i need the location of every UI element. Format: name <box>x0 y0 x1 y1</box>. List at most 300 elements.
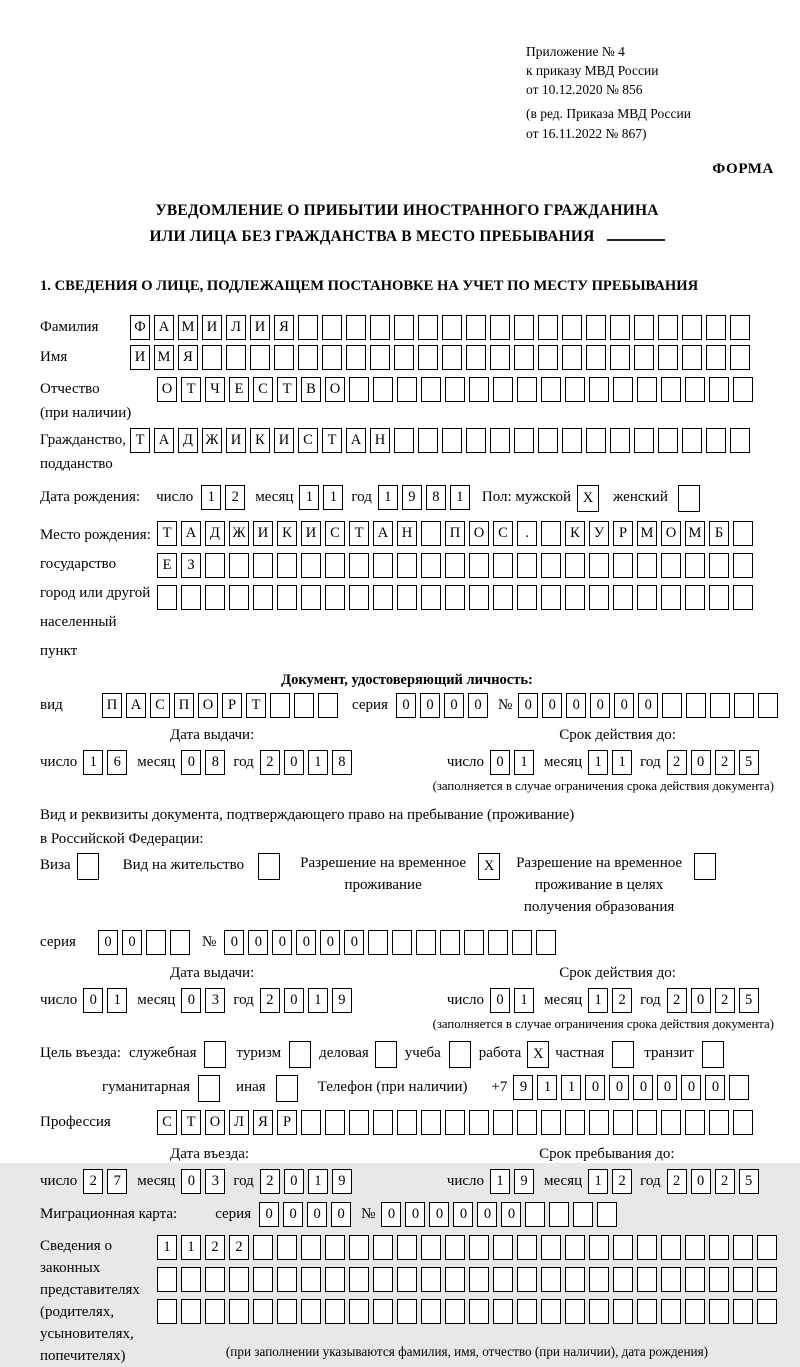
char-cell: 2 <box>225 485 245 510</box>
char-cell <box>637 1299 657 1324</box>
permit-series-cells <box>98 930 190 955</box>
char-cell: 9 <box>513 1075 533 1100</box>
char-cell: 0 <box>614 693 634 718</box>
char-cell: У <box>589 521 609 546</box>
char-cell <box>493 1299 513 1324</box>
char-cell <box>541 553 561 578</box>
stay-day-cells <box>490 1169 534 1194</box>
char-cell <box>658 315 678 340</box>
char-cell: 1 <box>157 1235 177 1260</box>
char-cell: 0 <box>284 988 304 1013</box>
char-cell: 1 <box>308 1169 328 1194</box>
char-cell: 0 <box>420 693 440 718</box>
char-cell <box>613 1235 633 1260</box>
char-cell <box>469 1267 489 1292</box>
purpose-humanitarian-checkbox <box>198 1075 220 1102</box>
doc-kind-cells <box>102 693 338 718</box>
char-cell <box>466 345 486 370</box>
temp-permit-label-line2: проживание <box>344 876 422 893</box>
char-cell: 1 <box>490 1169 510 1194</box>
char-cell <box>325 585 345 610</box>
patronymic-row <box>40 377 774 425</box>
char-cell: 0 <box>259 1202 279 1227</box>
doc-valid-heading: Срок действия до: <box>559 727 676 744</box>
char-cell: Д <box>178 428 198 453</box>
char-cell <box>469 377 489 402</box>
char-cell <box>253 1299 273 1324</box>
char-cell <box>706 345 726 370</box>
char-cell: 0 <box>396 693 416 718</box>
char-cell: Е <box>229 377 249 402</box>
char-cell <box>586 345 606 370</box>
char-cell: 1 <box>588 750 608 775</box>
char-cell <box>493 377 513 402</box>
char-cell <box>565 553 585 578</box>
char-cell: 0 <box>681 1075 701 1100</box>
char-cell <box>370 315 390 340</box>
purpose-private-checkbox <box>612 1041 634 1068</box>
char-cell: О <box>469 521 489 546</box>
char-cell: 1 <box>299 485 319 510</box>
char-cell <box>565 377 585 402</box>
doc-dates-row <box>40 750 774 775</box>
char-cell <box>514 345 534 370</box>
char-cell <box>562 428 582 453</box>
title-line-1: УВЕДОМЛЕНИЕ О ПРИБЫТИИ ИНОСТРАННОГО ГРАЖДАНИНА <box>155 201 659 219</box>
char-cell <box>253 553 273 578</box>
char-cell <box>301 1299 321 1324</box>
char-cell <box>541 585 561 610</box>
char-cell: 1 <box>588 988 608 1013</box>
purpose-official-label: служебная <box>128 1044 197 1061</box>
birthplace-label <box>40 521 157 666</box>
permit-intro <box>40 803 774 851</box>
char-cell <box>709 1267 729 1292</box>
char-cell: Т <box>246 693 266 718</box>
char-cell <box>445 1235 465 1260</box>
char-cell: 0 <box>344 930 364 955</box>
char-cell <box>709 1299 729 1324</box>
char-cell <box>181 1299 201 1324</box>
char-cell: 2 <box>715 750 735 775</box>
char-cell <box>464 930 484 955</box>
char-cell: З <box>181 553 201 578</box>
char-cell <box>541 521 561 546</box>
char-cell <box>565 585 585 610</box>
entry-dates-row <box>40 1169 774 1194</box>
representatives-cell-rows <box>157 1235 777 1360</box>
char-cell <box>416 930 436 955</box>
temp-permit-checkbox: X <box>478 853 500 880</box>
char-cell: 1 <box>83 750 103 775</box>
char-cell: 8 <box>426 485 446 510</box>
char-cell <box>730 315 750 340</box>
char-cell: 6 <box>107 750 127 775</box>
char-cell <box>146 930 166 955</box>
char-cell <box>613 1267 633 1292</box>
char-cell: 0 <box>320 930 340 955</box>
char-cell <box>493 1267 513 1292</box>
char-cell <box>634 345 654 370</box>
char-cell <box>661 1299 681 1324</box>
char-cell <box>685 377 705 402</box>
char-cell <box>729 1075 749 1100</box>
char-cell <box>442 345 462 370</box>
char-cell: М <box>637 521 657 546</box>
purpose-other-label: иная <box>236 1078 266 1095</box>
doc-kind-label: вид <box>40 697 63 714</box>
char-cell: 3 <box>205 988 225 1013</box>
char-cell: Н <box>397 521 417 546</box>
char-cell <box>709 1110 729 1135</box>
char-cell: А <box>154 428 174 453</box>
char-cell <box>514 428 534 453</box>
birth-month-cells <box>299 485 343 510</box>
representatives-label-line2: законных <box>40 1259 101 1276</box>
char-cell <box>421 521 441 546</box>
char-cell: 5 <box>739 1169 759 1194</box>
char-cell: 0 <box>181 1169 201 1194</box>
char-cell <box>709 1235 729 1260</box>
representatives-label-line3: представителях <box>40 1281 140 1298</box>
char-cell: С <box>253 377 273 402</box>
char-cell: 2 <box>715 988 735 1013</box>
char-cell <box>709 585 729 610</box>
mig-number-cells <box>381 1202 617 1227</box>
char-cell <box>368 930 388 955</box>
char-cell: 0 <box>248 930 268 955</box>
birthplace-cells-row1 <box>157 521 753 546</box>
char-cell: П <box>102 693 122 718</box>
char-cell: 1 <box>561 1075 581 1100</box>
char-cell <box>573 1202 593 1227</box>
visa-checkbox <box>77 853 99 880</box>
permit-valid-heading: Срок действия до: <box>559 965 676 982</box>
char-cell <box>685 585 705 610</box>
purpose-tourism-label: туризм <box>236 1044 282 1061</box>
char-cell: 0 <box>453 1202 473 1227</box>
char-cell <box>493 1235 513 1260</box>
surname-label: Фамилия <box>40 319 99 336</box>
char-cell <box>541 1299 561 1324</box>
char-cell <box>661 1110 681 1135</box>
char-cell: 8 <box>332 750 352 775</box>
char-cell: 0 <box>284 750 304 775</box>
char-cell: 1 <box>450 485 470 510</box>
char-cell <box>445 377 465 402</box>
annex-note <box>526 42 774 143</box>
char-cell <box>488 930 508 955</box>
char-cell <box>157 1299 177 1324</box>
char-cell <box>421 1110 441 1135</box>
char-cell: 0 <box>181 750 201 775</box>
char-cell <box>730 345 750 370</box>
representatives-cells-row3 <box>157 1299 777 1324</box>
char-cell: Ф <box>130 315 150 340</box>
char-cell <box>418 345 438 370</box>
char-cell: 1 <box>378 485 398 510</box>
char-cell <box>685 1235 705 1260</box>
stay-year-label: год <box>640 1172 661 1189</box>
char-cell: 1 <box>514 750 534 775</box>
char-cell <box>205 1299 225 1324</box>
char-cell: 0 <box>181 988 201 1013</box>
char-cell <box>634 315 654 340</box>
doc-valid-year-cells <box>667 750 759 775</box>
char-cell <box>586 315 606 340</box>
char-cell: 2 <box>612 988 632 1013</box>
char-cell <box>538 428 558 453</box>
char-cell: 0 <box>633 1075 653 1100</box>
char-cell <box>589 585 609 610</box>
purpose-private-label: частная <box>555 1044 605 1061</box>
char-cell <box>565 1267 585 1292</box>
residence-permit-label: Вид на жительство <box>122 857 245 874</box>
char-cell: Ж <box>229 521 249 546</box>
char-cell <box>294 693 314 718</box>
char-cell <box>226 345 246 370</box>
char-cell <box>325 1235 345 1260</box>
char-cell <box>597 1202 617 1227</box>
char-cell: 9 <box>402 485 422 510</box>
doc-issue-month-label: месяц <box>137 754 176 771</box>
blank-underline <box>607 224 665 241</box>
char-cell: О <box>325 377 345 402</box>
char-cell <box>517 585 537 610</box>
char-cell <box>373 585 393 610</box>
char-cell: 2 <box>612 1169 632 1194</box>
char-cell <box>538 345 558 370</box>
char-cell <box>421 1235 441 1260</box>
representatives-label-line4: (родителях, <box>40 1303 115 1320</box>
char-cell: И <box>253 521 273 546</box>
permit-valid-month-cells <box>588 988 632 1013</box>
char-cell: 8 <box>205 750 225 775</box>
char-cell: 0 <box>477 1202 497 1227</box>
char-cell <box>586 428 606 453</box>
char-cell: 0 <box>122 930 142 955</box>
entry-month-cells <box>181 1169 225 1194</box>
birth-day-label: число <box>156 489 194 506</box>
char-cell <box>229 1299 249 1324</box>
char-cell: Я <box>178 345 198 370</box>
char-cell <box>517 377 537 402</box>
char-cell: М <box>178 315 198 340</box>
char-cell <box>277 1267 297 1292</box>
purpose-transit-label: транзит <box>644 1044 694 1061</box>
char-cell <box>270 693 290 718</box>
char-cell: 1 <box>612 750 632 775</box>
char-cell: Т <box>277 377 297 402</box>
char-cell: 0 <box>657 1075 677 1100</box>
char-cell: И <box>226 428 246 453</box>
char-cell <box>469 1110 489 1135</box>
char-cell: 0 <box>518 693 538 718</box>
char-cell <box>733 1299 753 1324</box>
char-cell <box>710 693 730 718</box>
char-cell <box>277 585 297 610</box>
char-cell: 7 <box>107 1169 127 1194</box>
migration-card-label: Миграционная карта: <box>40 1205 178 1222</box>
char-cell <box>440 930 460 955</box>
char-cell <box>517 553 537 578</box>
char-cell: Д <box>205 521 225 546</box>
char-cell <box>253 1235 273 1260</box>
birthplace-label-line3: город или другой <box>40 585 151 602</box>
char-cell: В <box>301 377 321 402</box>
char-cell <box>634 428 654 453</box>
birthplace-label-line1: Место рождения: <box>40 527 151 544</box>
purpose-work-checkbox: X <box>527 1041 549 1068</box>
char-cell: С <box>493 521 513 546</box>
char-cell <box>373 553 393 578</box>
permit-issue-year-label: год <box>233 992 254 1009</box>
char-cell <box>661 377 681 402</box>
doc-series-cells <box>396 693 488 718</box>
char-cell <box>637 1235 657 1260</box>
stay-month-cells <box>588 1169 632 1194</box>
char-cell <box>373 1267 393 1292</box>
permit-number-label: № <box>202 934 217 951</box>
char-cell <box>613 377 633 402</box>
char-cell <box>733 553 753 578</box>
birth-date-row <box>40 485 774 512</box>
char-cell <box>706 428 726 453</box>
char-cell: И <box>301 521 321 546</box>
char-cell <box>517 1110 537 1135</box>
char-cell <box>445 585 465 610</box>
char-cell: 1 <box>514 988 534 1013</box>
char-cell <box>686 693 706 718</box>
char-cell: 0 <box>296 930 316 955</box>
char-cell <box>157 585 177 610</box>
char-cell <box>397 1235 417 1260</box>
char-cell: Т <box>181 1110 201 1135</box>
char-cell <box>469 1235 489 1260</box>
char-cell <box>373 377 393 402</box>
char-cell <box>565 1110 585 1135</box>
char-cell <box>298 315 318 340</box>
birth-date-label: Дата рождения: <box>40 489 141 506</box>
char-cell <box>397 585 417 610</box>
char-cell <box>373 1235 393 1260</box>
doc-valid-month-label: месяц <box>544 754 583 771</box>
char-cell <box>229 1267 249 1292</box>
title-line-2 <box>40 224 774 250</box>
char-cell: 0 <box>331 1202 351 1227</box>
char-cell <box>565 1235 585 1260</box>
permit-type-row <box>40 853 774 918</box>
char-cell <box>661 1235 681 1260</box>
sex-male-checkbox: X <box>577 485 599 512</box>
char-cell: 0 <box>691 750 711 775</box>
char-cell <box>661 553 681 578</box>
char-cell: Я <box>253 1110 273 1135</box>
char-cell <box>445 1110 465 1135</box>
permit-date-headings <box>40 961 774 986</box>
char-cell <box>277 1299 297 1324</box>
char-cell <box>397 553 417 578</box>
char-cell: Я <box>274 315 294 340</box>
mig-number-label: № <box>361 1205 376 1222</box>
char-cell <box>469 1299 489 1324</box>
char-cell <box>397 377 417 402</box>
char-cell <box>301 1235 321 1260</box>
char-cell <box>637 553 657 578</box>
doc-valid-month-cells <box>588 750 632 775</box>
permit-issue-heading: Дата выдачи: <box>170 965 255 982</box>
char-cell: И <box>274 428 294 453</box>
temp-permit-label <box>300 853 466 897</box>
doc-issue-year-cells <box>260 750 352 775</box>
char-cell <box>181 1267 201 1292</box>
char-cell <box>170 930 190 955</box>
char-cell: 9 <box>514 1169 534 1194</box>
char-cell: 1 <box>537 1075 557 1100</box>
char-cell <box>517 1235 537 1260</box>
purpose-business-label: деловая <box>319 1044 369 1061</box>
temp-permit-edu-label-line3: получения образования <box>523 898 675 915</box>
form-title <box>40 198 774 251</box>
char-cell <box>562 345 582 370</box>
mig-series-cells <box>259 1202 351 1227</box>
char-cell <box>610 315 630 340</box>
char-cell <box>421 585 441 610</box>
permit-valid-note: (заполняется в случае ограничения срока действия документа) <box>432 1017 774 1032</box>
char-cell <box>493 585 513 610</box>
name-label: Имя <box>40 349 68 366</box>
char-cell <box>349 1110 369 1135</box>
char-cell: 0 <box>566 693 586 718</box>
char-cell: О <box>661 521 681 546</box>
permit-issue-month-label: месяц <box>137 992 176 1009</box>
char-cell <box>205 553 225 578</box>
char-cell: 0 <box>691 1169 711 1194</box>
purpose-study-checkbox <box>449 1041 471 1068</box>
char-cell: Т <box>130 428 150 453</box>
permit-issue-year-cells <box>260 988 352 1013</box>
sex-female-checkbox <box>678 485 700 512</box>
permit-valid-year-label: год <box>640 992 661 1009</box>
char-cell <box>733 1110 753 1135</box>
sex-female-label: женский <box>613 489 668 506</box>
char-cell <box>301 1267 321 1292</box>
char-cell <box>322 315 342 340</box>
char-cell: 0 <box>501 1202 521 1227</box>
char-cell: 5 <box>739 750 759 775</box>
phone-label: Телефон (при наличии) <box>317 1078 468 1095</box>
char-cell <box>349 585 369 610</box>
purpose-row <box>40 1041 774 1068</box>
char-cell <box>421 377 441 402</box>
edition-line-2: от 16.11.2022 № 867) <box>526 125 647 141</box>
char-cell <box>370 345 390 370</box>
char-cell: 2 <box>260 988 280 1013</box>
char-cell <box>298 345 318 370</box>
char-cell: 2 <box>667 988 687 1013</box>
char-cell <box>493 553 513 578</box>
char-cell <box>392 930 412 955</box>
temp-permit-edu-checkbox <box>694 853 716 880</box>
char-cell <box>445 553 465 578</box>
char-cell <box>613 585 633 610</box>
doc-valid-day-cells <box>490 750 534 775</box>
doc-series-label: серия <box>352 697 388 714</box>
char-cell: Ч <box>205 377 225 402</box>
section1-heading: 1. СВЕДЕНИЯ О ЛИЦЕ, ПОДЛЕЖАЩЕМ ПОСТАНОВКЕ НА УЧЕТ ПО МЕСТУ ПРЕБЫВАНИЯ <box>40 278 699 295</box>
char-cell <box>541 377 561 402</box>
char-cell: 0 <box>705 1075 725 1100</box>
